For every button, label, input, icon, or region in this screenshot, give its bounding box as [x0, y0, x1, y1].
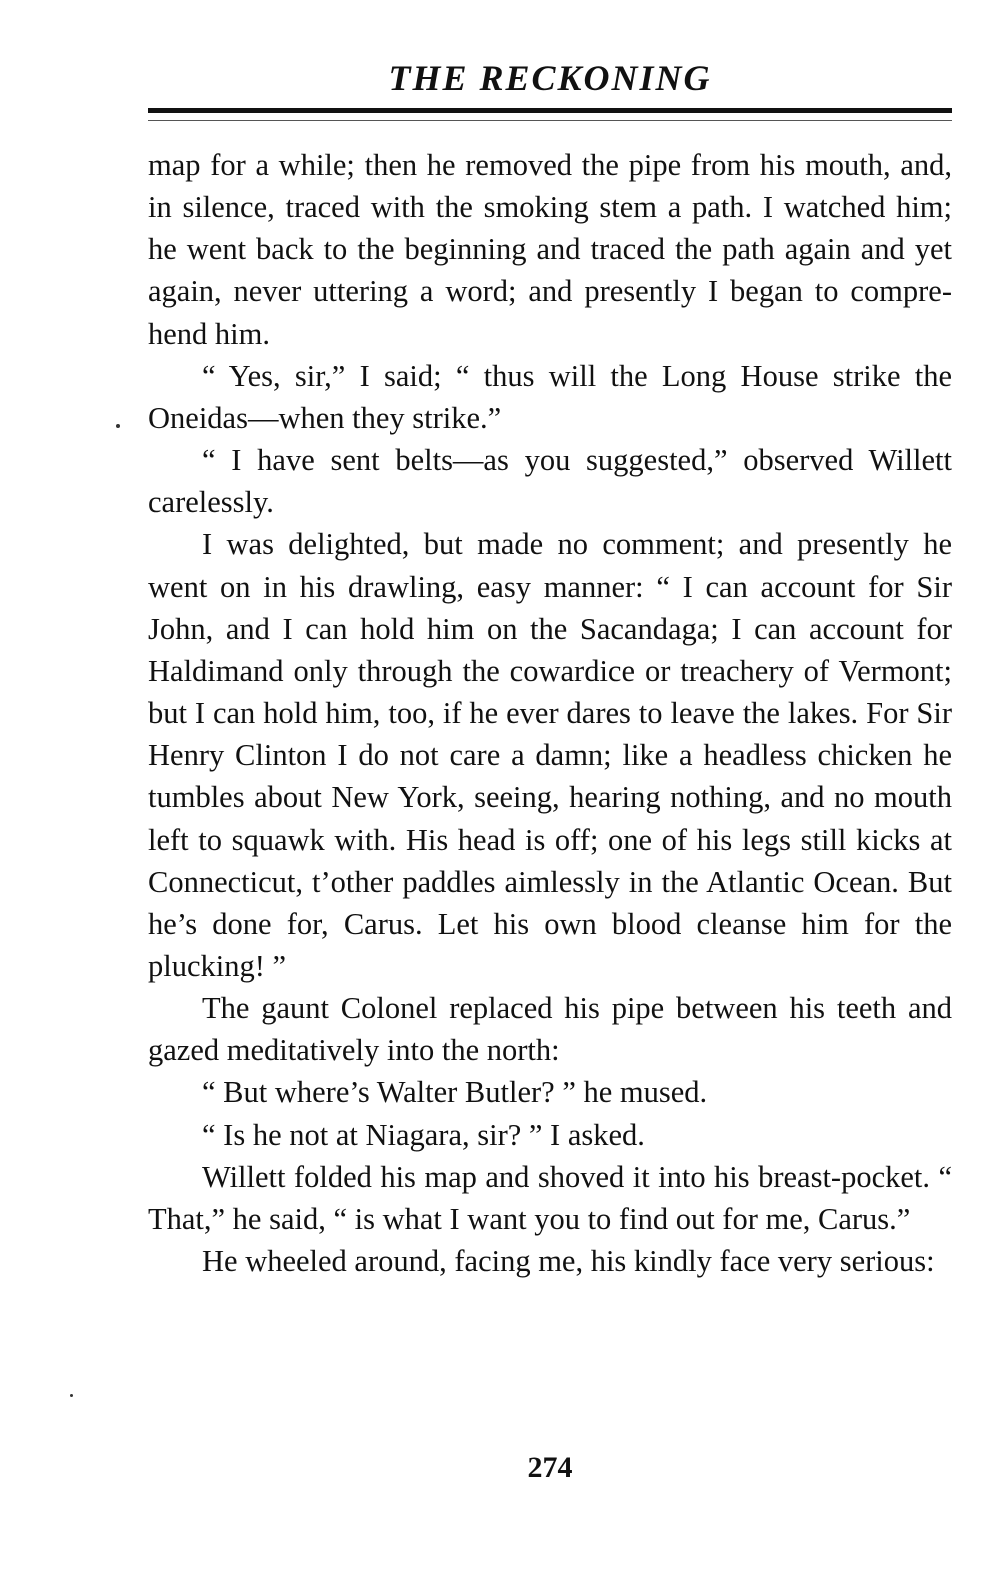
paragraph: “ But where’s Walter Butler? ” he mused.: [202, 1075, 708, 1110]
paragraph: He wheeled around, facing me, his kindly face very serious:: [202, 1244, 935, 1279]
paragraph: The gaunt Colonel replaced his pipe between his teeth and gazed meditatively into the north:: [148, 991, 952, 1068]
page-number: 274: [527, 1451, 573, 1484]
header-rule-thin: [148, 120, 952, 121]
paragraph: I was delighted, but made no comment; and presently he went on in his drawling, easy manner: “ I can account for Sir John, and I can hold him on the Sacandaga; I can account for Haldimand only through the cowardice or treachery of Vermont; but I can hold him, too, if he ever dares to leave the lakes. For Sir Henry Clinton I do not care a damn; like a headless chicken he tumbles about New York, seeing, hearing nothing, and no mouth left to squawk with. His head is off; one of his legs still kicks at Connecticut, t’other paddles aimlessly in the Atlantic Ocean. But he’s done for, Carus. Let his own blood cleanse him for the plucking! ”: [148, 527, 952, 983]
header-rule-thick: [148, 108, 952, 113]
print-speck-mark: [70, 1394, 73, 1397]
print-speck-mark: [116, 424, 120, 428]
paragraph: Willett folded his map and shoved it into his breast-pocket. “ That,” he said, “ is what I want you to find out for me, Carus.”: [148, 1159, 952, 1236]
running-head-title: THE RECKONING: [388, 58, 712, 98]
paragraph: “ I have sent belts—as you suggested,” observed Willett carelessly.: [148, 443, 952, 520]
body-text: [148, 144, 952, 1282]
paragraph: “ Yes, sir,” I said; “ thus will the Long House strike the Oneidas—when they strike.”: [148, 358, 952, 435]
paragraph: “ Is he not at Niagara, sir? ” I asked.: [202, 1117, 645, 1152]
paragraph-continued: map for a while; then he removed the pipe from his mouth, and, in silence, traced with the smoking stem a path. I watched him; he went back to the beginning and traced the path again and yet again, never uttering a word; and presently I began to comprehend him.: [148, 148, 952, 351]
